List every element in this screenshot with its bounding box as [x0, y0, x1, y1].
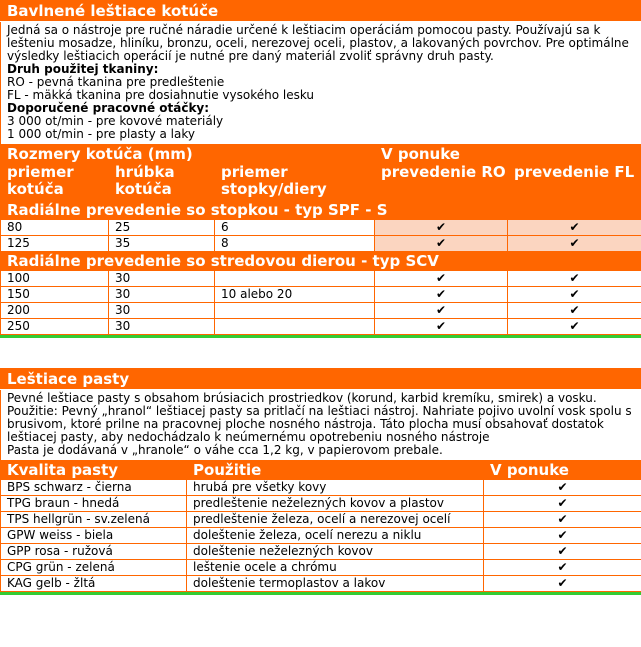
check-icon: ✔ — [375, 236, 508, 252]
check-icon: ✔ — [375, 287, 508, 303]
pastes-table — [0, 368, 641, 592]
cell-use: doleštenie termoplastov a lakov — [187, 576, 484, 592]
cell-width: 30 — [109, 287, 215, 303]
col-diameter: priemer kotúča — [1, 164, 109, 201]
divider — [0, 592, 641, 595]
cell-shank — [215, 303, 375, 319]
cell-use: doleštenie železa, ocelí nerezu a niklu — [187, 528, 484, 544]
table-row — [1, 220, 641, 236]
cell-quality: CPG grün - zelená — [1, 560, 187, 576]
check-icon: ✔ — [484, 496, 641, 512]
check-icon: ✔ — [484, 560, 641, 576]
disks-description — [1, 22, 641, 145]
check-icon: ✔ — [508, 303, 641, 319]
check-icon: ✔ — [508, 236, 641, 252]
cell-quality: KAG gelb - žltá — [1, 576, 187, 592]
col-quality: Kvalita pasty — [1, 461, 187, 480]
col-shank: priemer stopky/diery — [215, 164, 375, 201]
cell-use: hrubá pre všetky kovy — [187, 480, 484, 496]
cell-use: doleštenie neželezných kovov — [187, 544, 484, 560]
cell-diameter: 80 — [1, 220, 109, 236]
table-row — [1, 287, 641, 303]
check-icon: ✔ — [508, 319, 641, 335]
table-row — [1, 480, 641, 496]
check-icon: ✔ — [484, 480, 641, 496]
check-icon: ✔ — [375, 220, 508, 236]
col-fl: prevedenie FL — [508, 164, 641, 201]
pastes-title: Leštiace pasty — [1, 369, 641, 390]
pastes-desc2: Použitie: Pevný „hranol“ leštiacej pasty sa pritlačí na leštiaci nástroj. Nahriate pojivo uvolní vosk spolu s brusivom, ktoré prilne na pracovnej ploche nosného nástroja. Táto plocha musí obsahovať dostatok leštiacej pasty, aby nedochádzalo k neúmernému opotrebeniu nosného nástroje — [7, 404, 632, 444]
spacer — [0, 338, 641, 368]
rpm-metal: 3 000 ot/min - pre kovové materiály — [7, 114, 224, 128]
pastes-description — [1, 390, 641, 461]
cell-shank — [215, 271, 375, 287]
dims-heading-empty — [215, 145, 375, 164]
check-icon: ✔ — [375, 271, 508, 287]
cell-diameter: 125 — [1, 236, 109, 252]
table-row — [1, 576, 641, 592]
table-row — [1, 544, 641, 560]
disks-desc-text: Jedná sa o nástroje pre ručné náradie určené k leštiacim operáciám pomocou pasty. Používajú sa k lešteniu mosadze, hliníku, bronzu, oceli, nerezovej oceli, plastov, a lakovaných povrchov. Pre optimálne výsledky leštiacich operácií je nutné pre daný materiál zvoliť správny druh pasty. — [7, 23, 629, 63]
cell-width: 30 — [109, 271, 215, 287]
cell-quality: GPP rosa - ružová — [1, 544, 187, 560]
cell-use: leštenie ocele a chrómu — [187, 560, 484, 576]
rpm-heading: Doporučené pracovné otáčky: — [7, 101, 210, 115]
fabric-ro: RO - pevná tkanina pre predleštenie — [7, 75, 225, 89]
cell-shank: 10 alebo 20 — [215, 287, 375, 303]
table-row — [1, 512, 641, 528]
cell-use: predleštenie neželezných kovov a plastov — [187, 496, 484, 512]
col-offer: V ponuke — [484, 461, 641, 480]
check-icon: ✔ — [484, 576, 641, 592]
check-icon: ✔ — [508, 271, 641, 287]
check-icon: ✔ — [375, 303, 508, 319]
table-row — [1, 496, 641, 512]
table-row — [1, 319, 641, 335]
cell-quality: BPS schwarz - čierna — [1, 480, 187, 496]
pastes-desc3: Pasta je dodávaná v „hranole“ o váhe cca 1,2 kg, v papierovom prebale. — [7, 443, 443, 457]
cell-shank — [215, 319, 375, 335]
check-icon: ✔ — [508, 220, 641, 236]
check-icon: ✔ — [508, 287, 641, 303]
fabric-heading: Druh použitej tkaniny: — [7, 62, 159, 76]
check-icon: ✔ — [375, 319, 508, 335]
table-row — [1, 560, 641, 576]
section-spf: Radiálne prevedenie so stopkou - typ SPF - S — [1, 201, 641, 220]
col-width: hrúbka kotúča — [109, 164, 215, 201]
cell-diameter: 150 — [1, 287, 109, 303]
fabric-fl: FL - mäkká tkanina pre dosiahnutie vysokého lesku — [7, 88, 315, 102]
cell-shank: 6 — [215, 220, 375, 236]
cell-width: 25 — [109, 220, 215, 236]
table-row — [1, 236, 641, 252]
cell-width: 30 — [109, 303, 215, 319]
cell-quality: TPS hellgrün - sv.zelená — [1, 512, 187, 528]
rpm-plastic: 1 000 ot/min - pre plasty a laky — [7, 127, 195, 141]
table-row — [1, 528, 641, 544]
section-scv: Radiálne prevedenie so stredovou dierou - typ SCV — [1, 252, 641, 271]
table-row — [1, 271, 641, 287]
check-icon: ✔ — [484, 528, 641, 544]
check-icon: ✔ — [484, 512, 641, 528]
pastes-desc1: Pevné leštiace pasty s obsahom brúsiacich prostriedkov (korund, karbid kremíku, smirek) a vosku. — [7, 391, 597, 405]
table-row — [1, 303, 641, 319]
cell-width: 35 — [109, 236, 215, 252]
cell-diameter: 100 — [1, 271, 109, 287]
col-ro: prevedenie RO — [375, 164, 508, 201]
cell-shank: 8 — [215, 236, 375, 252]
disks-title: Bavlnené leštiace kotúče — [1, 1, 641, 22]
cell-diameter: 250 — [1, 319, 109, 335]
cell-use: predleštenie železa, ocelí a nerezovej ocelí — [187, 512, 484, 528]
offer-heading: V ponuke — [375, 145, 641, 164]
col-use: Použitie — [187, 461, 484, 480]
check-icon: ✔ — [484, 544, 641, 560]
cell-diameter: 200 — [1, 303, 109, 319]
cell-width: 30 — [109, 319, 215, 335]
cell-quality: GPW weiss - biela — [1, 528, 187, 544]
cell-quality: TPG braun - hnedá — [1, 496, 187, 512]
dims-heading: Rozmery kotúča (mm) — [1, 145, 215, 164]
